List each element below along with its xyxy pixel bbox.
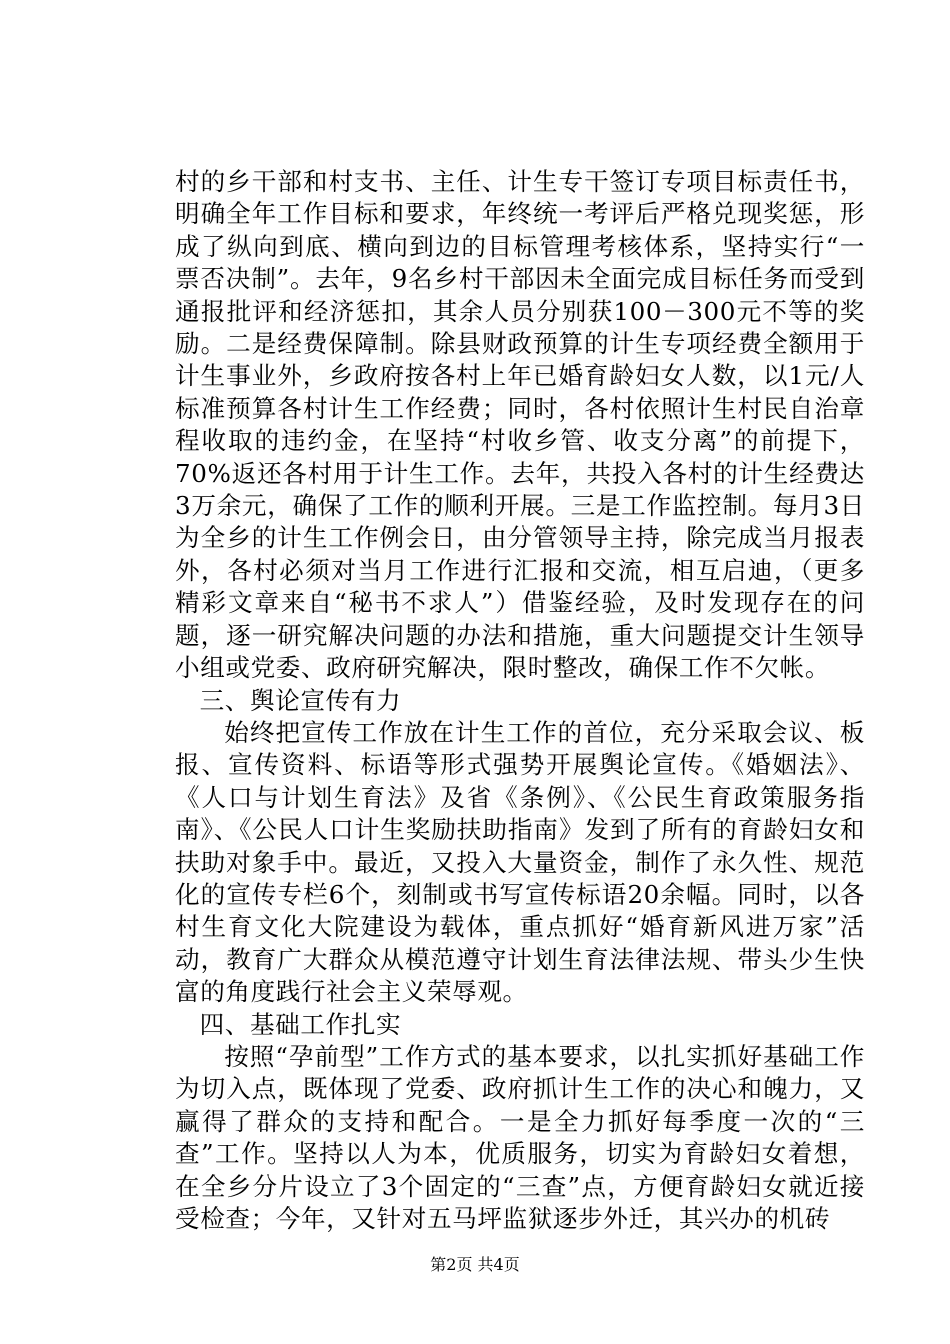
section-heading-4: 四、基础工作扎实 bbox=[199, 1009, 402, 1039]
page-footer: 第2页 共4页 bbox=[430, 1255, 520, 1274]
paragraph-publicity: 始终把宣传工作放在计生工作的首位，充分采取会议、板报、宣传资料、标语等形式强势开展舆论宣传。《婚姻法》、《人口与计划生育法》及省《条例》、《公民生育政策服务指南》、《公民人口计生奖励扶助指南》发到了所有的育龄妇女和扶助对象手中。最近，又投入大量资金，制作了永久性、规范化的宣传专栏6个，刻制或书写宣传标语20余幅。同时，以各村生育文化大院建设为载体，重点抓好“婚育新风进万家”活动，教育广大群众从模范遵守计划生育法律法规、带头少生快富的角度践行社会主义荣辱观。 bbox=[175, 717, 865, 1007]
document-body bbox=[175, 166, 865, 1235]
paragraph-continued: 村的乡干部和村支书、主任、计生专干签订专项目标责任书，明确全年工作目标和要求，年终统一考评后严格兑现奖惩，形成了纵向到底、横向到边的目标管理考核体系，坚持实行“一票否决制”。去年，9名乡村干部因未全面完成目标任务而受到通报批评和经济惩扣，其余人员分别获100－300元不等的奖励。二是经费保障制。除县财政预算的计生专项经费全额用于计生事业外，乡政府按各村上年已婚育龄妇女人数，以1元/人标准预算各村计生工作经费；同时，各村依照计生村民自治章程收取的违约金，在坚持“村收乡管、收支分离”的前提下，70%返还各村用于计生工作。去年，共投入各村的计生经费达3万余元，确保了工作的顺利开展。三是工作监控制。每月3日为全乡的计生工作例会日，由分管领导主持，除完成当月报表外，各村必须对当月工作进行汇报和交流，相互启迪，（更多精彩文章来自“秘书不求人”）借鉴经验，及时发现存在的问题，逐一研究解决问题的办法和措施，重大问题提交计生领导小组或党委、政府研究解决，限时整改，确保工作不欠帐。 bbox=[175, 167, 865, 683]
section-heading-3: 三、舆论宣传有力 bbox=[199, 685, 402, 715]
paragraph-foundation: 按照“孕前型”工作方式的基本要求，以扎实抓好基础工作为切入点，既体现了党委、政府抓计生工作的决心和魄力，又赢得了群众的支持和配合。一是全力抓好每季度一次的“三查”工作。坚持以人为本，优质服务，切实为育龄妇女着想，在全乡分片设立了3个固定的“三查”点，方便育龄妇女就近接受检查；今年，又针对五马坪监狱逐步外迁，其兴办的机砖 bbox=[175, 1041, 865, 1233]
